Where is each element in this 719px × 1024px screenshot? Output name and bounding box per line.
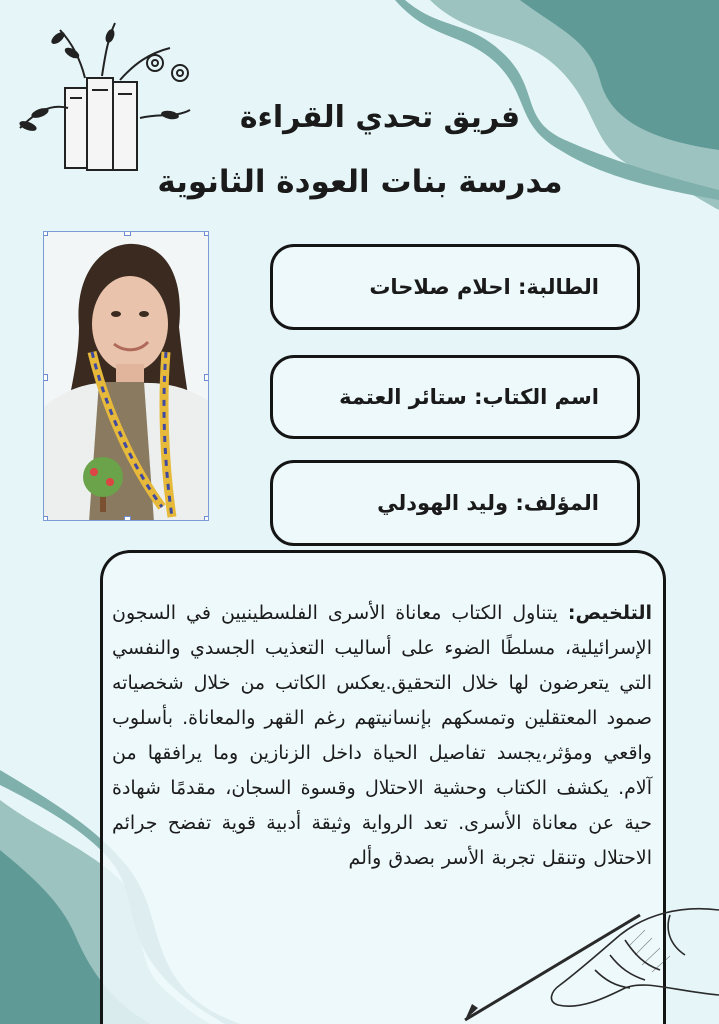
school-title: مدرسة بنات العودة الثانوية bbox=[157, 164, 563, 200]
resize-handle-bottom-left[interactable] bbox=[43, 516, 48, 521]
book-title: ستائر العتمة bbox=[339, 385, 467, 409]
resize-handle-top[interactable] bbox=[124, 231, 131, 236]
summary-body: يتناول الكتاب معاناة الأسرى الفلسطينيين في السجون الإسرائيلية، مسلطًا الضوء على أساليب التعذيب الجسدي والنفسي التي يتعرضون لها خلال التحقيق.يعكس الكاتب من خلال شخصياته صمود المعتقلين وتمسكهم بإنسانيتهم رغم القهر والمعاناة. بأسلوب واقعي ومؤثر،يجسد تفاصيل الحياة داخل الزنازين وما يرافقها من آلام. يكشف الكتاب وحشية الاحتلال وقسوة السجان، مقدمًا شهادة حية عن معاناة الأسرى. تعد الرواية وثيقة أدبية قوية تفضح جرائم الاحتلال وتنقل تجربة الأسر بصدق وألم bbox=[112, 602, 652, 869]
resize-handle-bottom-right[interactable] bbox=[204, 516, 209, 521]
book-title-box bbox=[270, 355, 640, 439]
summary-text bbox=[112, 596, 652, 876]
resize-handle-left[interactable] bbox=[43, 374, 48, 381]
book-label: اسم الكتاب: bbox=[474, 385, 599, 409]
author-label: المؤلف: bbox=[515, 491, 599, 515]
student-photo[interactable] bbox=[43, 231, 209, 521]
student-label: الطالبة: bbox=[517, 275, 599, 299]
student-name: احلام صلاحات bbox=[369, 275, 511, 299]
resize-handle-right[interactable] bbox=[204, 374, 209, 381]
resize-handle-bottom[interactable] bbox=[124, 516, 131, 521]
resize-handle-top-right[interactable] bbox=[204, 231, 209, 236]
author-box bbox=[270, 460, 640, 546]
student-portrait-illustration bbox=[44, 232, 209, 521]
summary-label: التلخيص: bbox=[567, 602, 653, 624]
author-name: وليد الهودلي bbox=[377, 491, 509, 515]
books-flowers-illustration bbox=[10, 18, 200, 178]
resize-handle-top-left[interactable] bbox=[43, 231, 48, 236]
team-title: فريق تحدي القراءة bbox=[239, 100, 521, 135]
student-name-box bbox=[270, 244, 640, 330]
